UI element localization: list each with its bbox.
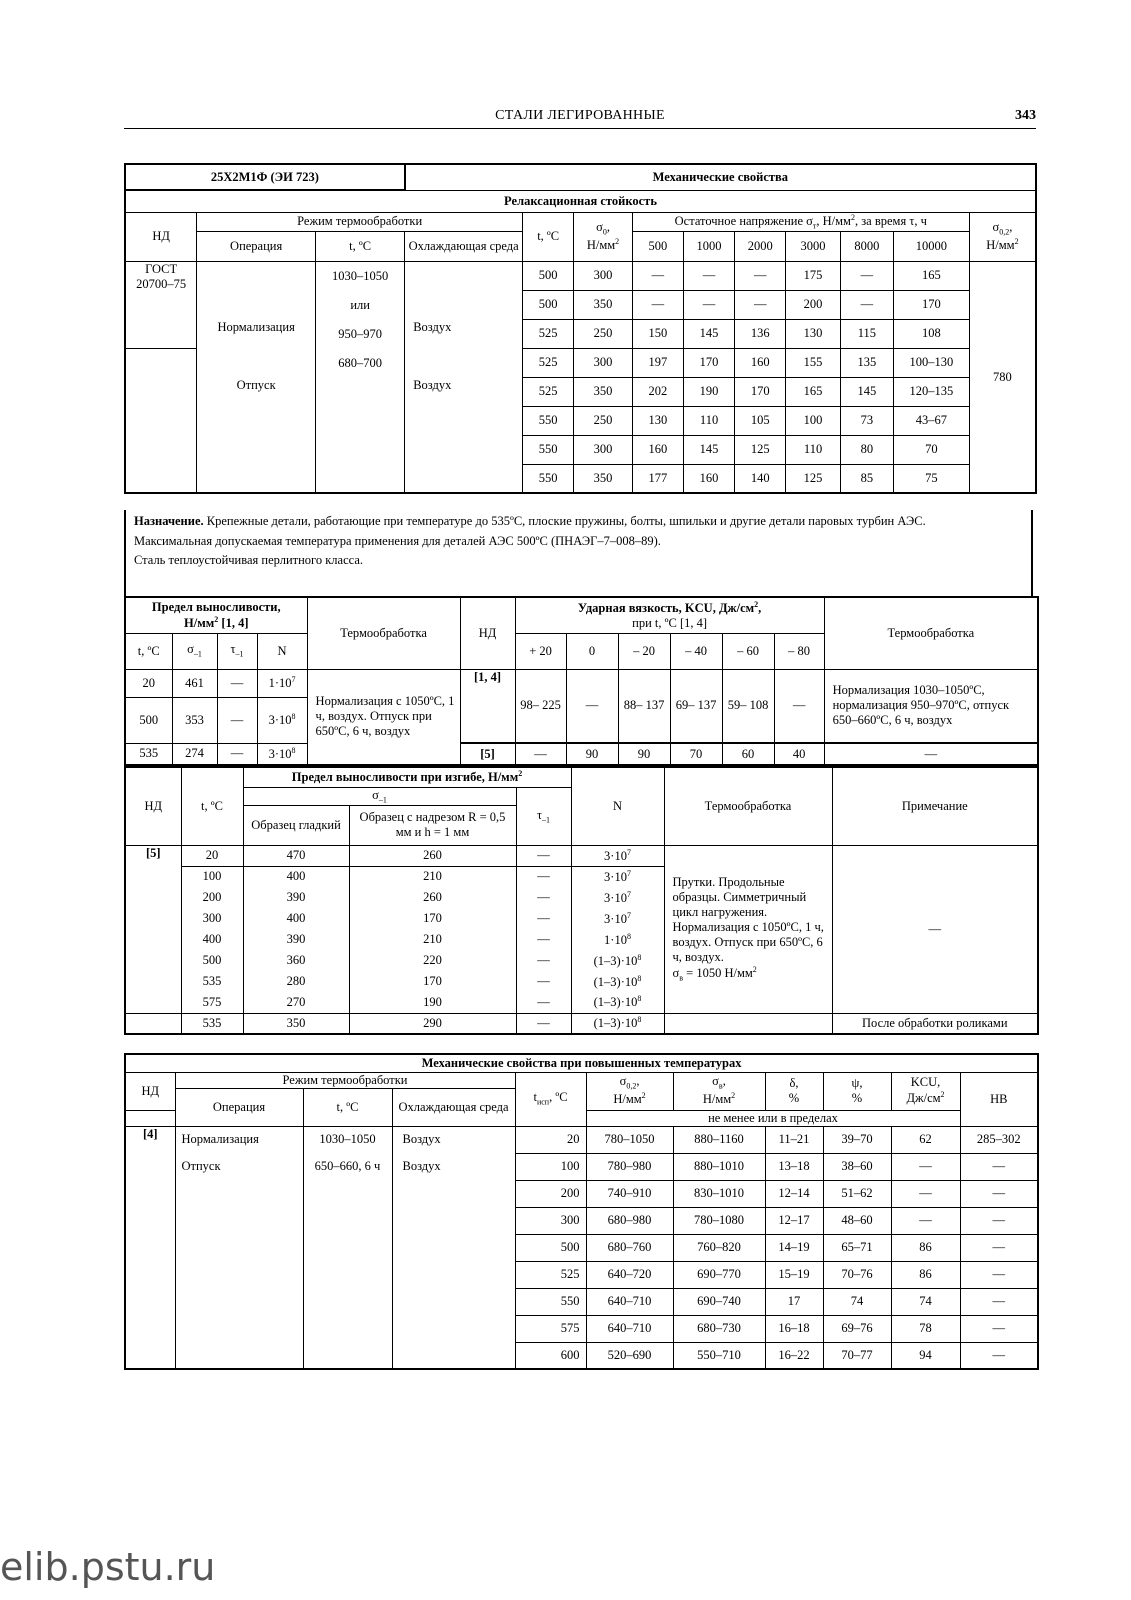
cell: — [516,908,571,929]
cell: 12–17 [765,1207,823,1234]
kcu-title: Ударная вязкость, KCU, $Дж/см^2$, при t, ºС [1, 4] [515,597,824,633]
cell: 525 [523,377,574,406]
psi-header: ψ, % [823,1072,891,1110]
cell: 100 [515,1153,586,1180]
cell: — [516,929,571,950]
cell: 74 [891,1288,960,1315]
cell: 575 [515,1315,586,1342]
operation: Отпуск [175,1153,303,1180]
cell: 69–76 [823,1315,891,1342]
time-col: 500 [632,231,683,261]
tau-col: $\tau_{-1}$ [217,633,257,669]
cell: После обработки роликами [832,1013,1038,1034]
cell: 16–22 [765,1342,823,1369]
nd-ref: [5] [460,743,515,765]
cell: 350 [243,1013,349,1034]
cell: — [960,1207,1038,1234]
cell: 73 [840,406,893,435]
cell: $3\cdot 10^7$ [571,866,664,887]
t-header: t, ºС [181,767,243,845]
cell [125,1013,181,1034]
not-less-header: не менее или в пределах [586,1110,960,1126]
steel-class-paragraph: Сталь теплоустойчивая перлитного класса. [134,553,364,568]
time-col: 3000 [786,231,840,261]
cell: 780–1080 [673,1207,765,1234]
cell: — [515,743,566,765]
tisp-header: $t_{исп}$, ºС [515,1072,586,1126]
cell: 550 [523,406,574,435]
cell: 210 [349,866,516,887]
cell: 165 [786,377,840,406]
cell: 300 [574,261,632,290]
cell: — [683,290,734,319]
cell: — [960,1342,1038,1369]
cell: $1\cdot 10^8$ [571,929,664,950]
purpose-paragraph: Назначение. Крепежные детали, работающие при температуре до 535ºС, плоские пружины, болты, шпильки и другие детали паровых турбин АЭС. [134,514,926,528]
cell: 520–690 [586,1342,673,1369]
cell: 110 [683,406,734,435]
cell: 390 [243,887,349,908]
cell: $(1-3)\cdot 10^8$ [571,950,664,971]
cell: 85 [840,464,893,493]
cell: 220 [349,950,516,971]
cell: 155 [786,348,840,377]
cell: — [683,261,734,290]
cell: 86 [891,1234,960,1261]
cell: 300 [181,908,243,929]
notch-header: Образец с надрезом R = 0,5 мм и h = 1 мм [349,805,516,845]
cell: 690–740 [673,1288,765,1315]
temp-col: – 40 [670,633,722,669]
hb-header: НВ [960,1072,1038,1126]
cell: — [516,845,571,866]
cell: 177 [632,464,683,493]
cell: 535 [181,971,243,992]
cell: 190 [349,992,516,1013]
cell: $(1-3)\cdot 10^8$ [571,992,664,1013]
cell: 350 [574,290,632,319]
fatigue-impact-table [124,596,1039,766]
temp-header: t, ºС [303,1088,392,1126]
cell: 500 [523,261,574,290]
cell: 170 [735,377,786,406]
s02-header: $\sigma_{0,2}$, $Н/мм^2$ [969,212,1036,261]
cell: 680–980 [586,1207,673,1234]
op-header: Операция [197,231,316,261]
cell: 210 [349,929,516,950]
cell: 14–19 [765,1234,823,1261]
cell: 290 [349,1013,516,1034]
page-number: 343 [1015,108,1036,123]
gost-ref: ГОСТ 20700–75 [125,261,197,348]
operation-cell: Нормализация Отпуск [197,261,316,493]
cell: 75 [893,464,969,493]
cell: 550 [523,464,574,493]
cell: 160 [683,464,734,493]
relaxation-table [124,163,1037,494]
cell: 350 [574,464,632,493]
cell: 525 [523,348,574,377]
cell [664,1013,832,1034]
cell: 145 [683,319,734,348]
cell: 140 [735,464,786,493]
cell: 17 [765,1288,823,1315]
time-col: 1000 [683,231,734,261]
cell: 525 [515,1261,586,1288]
cell: 165 [893,261,969,290]
cell: 78 [891,1315,960,1342]
cell: 43–67 [893,406,969,435]
cell: $(1-3)\cdot 10^8$ [571,971,664,992]
cell: 200 [515,1180,586,1207]
cell: 170 [349,971,516,992]
cell: 390 [243,929,349,950]
n-header: N [571,767,664,845]
cell: 175 [786,261,840,290]
cell: 70 [893,435,969,464]
temperature: 1030–1050 [303,1126,392,1153]
cell: 100–130 [893,348,969,377]
cell: 105 [735,406,786,435]
nd-header: НД [125,767,181,845]
cell: 550 [523,435,574,464]
cell: 74 [823,1288,891,1315]
cell: 640–710 [586,1315,673,1342]
cell: 70–76 [823,1261,891,1288]
cell: — [960,1261,1038,1288]
s02-value: 780 [969,261,1036,493]
cell: 200 [181,887,243,908]
cell: 400 [243,908,349,929]
cell: 15–19 [765,1261,823,1288]
cell: 40 [774,743,824,765]
tau-header: $\tau_{-1}$ [516,787,571,845]
page-header [124,108,1036,129]
bending-heat-text: Прутки. Продольные образцы. Симметричный цикл нагружения. Нормализация с 1050ºС, 1 ч, воздух. Отпуск при 650ºС, 6 ч, воздух. $\sigma_в = 1050$ $Н/мм^2$ [664,845,832,1013]
relax-title: Релаксационная стойкость [125,190,1036,212]
cooling-empty [392,1180,515,1369]
cell: 575 [181,992,243,1013]
cell: — [774,669,824,743]
delta-header: δ, % [765,1072,823,1110]
cell: 170 [349,908,516,929]
cell: $(1-3)\cdot 10^8$ [571,1013,664,1034]
cell: 70–77 [823,1342,891,1369]
nd-empty [125,348,197,493]
sigma-header: $\sigma_{-1}$ [243,787,516,805]
cell: 12–14 [765,1180,823,1207]
cell: 20 [515,1126,586,1153]
cell: 285–302 [960,1126,1038,1153]
cell: 135 [840,348,893,377]
cell: 300 [515,1207,586,1234]
cell: — [217,697,257,743]
cell: 250 [574,319,632,348]
n-col: N [257,633,307,669]
cell: 39–70 [823,1126,891,1153]
cell: 640–720 [586,1261,673,1288]
cell: 98– 225 [515,669,566,743]
cell: 500 [125,697,172,743]
smooth-header: Образец гладкий [243,805,349,845]
cell: 525 [523,319,574,348]
temp-cell: 1030–1050 или 950–970 680–700 [316,261,405,493]
cell: 680–730 [673,1315,765,1342]
cell: 780–1050 [586,1126,673,1153]
cell: 202 [632,377,683,406]
nd-header: НД [125,212,197,261]
cell: 62 [891,1126,960,1153]
cell: 130 [786,319,840,348]
s02-header: $\sigma_{0,2}$, $Н/мм^2$ [586,1072,673,1110]
cell: — [891,1153,960,1180]
cell: — [840,261,893,290]
cell: 880–1160 [673,1126,765,1153]
steel-grade: 25Х2М1Ф (ЭИ 723) [125,164,405,190]
time-col: 8000 [840,231,893,261]
cell: 145 [683,435,734,464]
op-header: Операция [175,1088,303,1126]
cell: — [840,290,893,319]
cell: — [566,669,618,743]
cell: — [735,290,786,319]
cell: 353 [172,697,217,743]
kcu-header: KCU, $Дж/см^2$ [891,1072,960,1110]
cell: 780–980 [586,1153,673,1180]
purpose-note [124,510,1033,596]
cell: 88– 137 [618,669,670,743]
cell: 13–18 [765,1153,823,1180]
cell: $3\cdot 10^7$ [571,908,664,929]
cooling-cell: Воздух Воздух [405,261,523,493]
cell: — [960,1288,1038,1315]
cell: 136 [735,319,786,348]
cell: $3\cdot 10^7$ [571,845,664,866]
cell: 461 [172,669,217,697]
cell: 100 [181,866,243,887]
cell: 200 [786,290,840,319]
temp-col: 0 [566,633,618,669]
cell: 48–60 [823,1207,891,1234]
cell: — [960,1234,1038,1261]
fatigue-heat-text: Нормализация с 1050ºС, 1 ч, воздух. Отпуск при 650ºС, 6 ч, воздух [307,669,460,765]
cell: 400 [243,866,349,887]
nd-header: НД [460,597,515,669]
cell: 640–710 [586,1288,673,1315]
cell: $3\cdot 10^7$ [571,887,664,908]
sv-header: $\sigma_в$, $Н/мм^2$ [673,1072,765,1110]
cell: 20 [181,845,243,866]
cell: 94 [891,1342,960,1369]
t-col: t, ºС [125,633,172,669]
cell: 400 [181,929,243,950]
time-col: 2000 [735,231,786,261]
ref: [4] [125,1126,175,1369]
cell: 880–1010 [673,1153,765,1180]
cell: — [516,887,571,908]
cell: 680–760 [586,1234,673,1261]
cell: 11–21 [765,1126,823,1153]
cell: — [516,1013,571,1034]
cell: 360 [243,950,349,971]
nd-header: НД [125,1072,175,1110]
cell: $1\cdot 10^7$ [257,669,307,697]
cell: 125 [735,435,786,464]
temp-header: t, ºС [316,231,405,261]
cell: 59– 108 [722,669,774,743]
elevated-title: Механические свойства при повышенных температурах [125,1054,1038,1072]
cell: — [632,290,683,319]
cell: 90 [618,743,670,765]
cell: 90 [566,743,618,765]
nd-empty [125,1110,175,1126]
operation: Нормализация [175,1126,303,1153]
time-col: 10000 [893,231,969,261]
cell: — [824,743,1038,765]
watermark: elib.pstu.ru [0,1545,216,1589]
cell: 197 [632,348,683,377]
cell: — [217,669,257,697]
cell: 150 [632,319,683,348]
cell: 280 [243,971,349,992]
cell: 190 [683,377,734,406]
cell: 38–60 [823,1153,891,1180]
temp-col: – 80 [774,633,824,669]
running-title: СТАЛИ ЛЕГИРОВАННЫЕ [495,108,665,123]
bending-title: Предел выносливости при изгибе, $Н/мм^2$ [243,767,571,787]
cell: — [632,261,683,290]
cell: 740–910 [586,1180,673,1207]
regime-header: Режим термообработки [197,212,523,231]
cell: 760–820 [673,1234,765,1261]
cell: $3\cdot 10^8$ [257,697,307,743]
residual-header: Остаточное напряжение $\sigma_т$, $Н/мм^2$, за время τ, ч [632,212,969,231]
cell: — [960,1180,1038,1207]
cell: 535 [125,743,172,765]
cell: 550 [515,1288,586,1315]
cell: 70 [670,743,722,765]
heat-header: Термообработка [664,767,832,845]
cell: 550–710 [673,1342,765,1369]
cell: 115 [840,319,893,348]
cell: 60 [722,743,774,765]
cell: — [217,743,257,765]
cell: 145 [840,377,893,406]
mech-props-title: Механические свойства [405,164,1036,190]
temp-col: – 60 [722,633,774,669]
cell: 100 [786,406,840,435]
regime-header: Режим термообработки [175,1072,515,1088]
cell: — [735,261,786,290]
remark-header: Примечание [832,767,1038,845]
fatigue-title: Предел выносливости, $Н/мм^2$ [1, 4] [125,597,307,633]
sigma-col: $\sigma_{-1}$ [172,633,217,669]
cell: 160 [735,348,786,377]
cell: 500 [523,290,574,319]
cell: — [516,992,571,1013]
cell: 535 [181,1013,243,1034]
heat2-header: Термообработка [824,597,1038,669]
remark-value: — [832,845,1038,1013]
cell: 300 [574,435,632,464]
cell: 110 [786,435,840,464]
cell: 108 [893,319,969,348]
cool-header: Охлаждающая среда [405,231,523,261]
cell: — [960,1153,1038,1180]
cooling: Воздух [392,1153,515,1180]
cell: 274 [172,743,217,765]
temperature: 650–660, 6 ч [303,1153,392,1180]
elevated-temp-table [124,1053,1039,1370]
max-temp-paragraph: Максимальная допускаемая температура применения для деталей АЭС 500ºС (ПНАЭГ–7–008–89). [134,533,661,548]
cell: 125 [786,464,840,493]
cell: — [516,971,571,992]
cell: 80 [840,435,893,464]
cell: 260 [349,887,516,908]
cell: 170 [893,290,969,319]
cell: 170 [683,348,734,377]
cooling: Воздух [392,1126,515,1153]
cell: — [891,1180,960,1207]
cell: 600 [515,1342,586,1369]
cell: — [891,1207,960,1234]
cell: 260 [349,845,516,866]
ref: [5] [125,845,181,1013]
t-header: t, ºС [523,212,574,261]
temperature-empty [303,1180,392,1369]
cell: 300 [574,348,632,377]
cell: 250 [574,406,632,435]
cell: 69– 137 [670,669,722,743]
temp-col: + 20 [515,633,566,669]
cell: 20 [125,669,172,697]
cell: 65–71 [823,1234,891,1261]
kcu-heat-text: Нормализация 1030–1050ºС, нормализация 950–970ºС, отпуск 650–660ºС, 6 ч, воздух [824,669,1038,743]
cell: 350 [574,377,632,406]
temp-col: – 20 [618,633,670,669]
cell: 500 [515,1234,586,1261]
cell: 270 [243,992,349,1013]
cell: 86 [891,1261,960,1288]
cell: 690–770 [673,1261,765,1288]
s0-header: $\sigma_0$, $Н/мм^2$ [574,212,632,261]
cell: 130 [632,406,683,435]
operation-empty [175,1180,303,1369]
cell: 51–62 [823,1180,891,1207]
nd-ref: [1, 4] [460,669,515,743]
cell: 500 [181,950,243,971]
cell: $3\cdot 10^8$ [257,743,307,765]
cell: 160 [632,435,683,464]
heat-header: Термообработка [307,597,460,669]
cell: 16–18 [765,1315,823,1342]
bending-fatigue-table [124,766,1039,1035]
cell: 470 [243,845,349,866]
cell: 120–135 [893,377,969,406]
cool-header: Охлаждающая среда [392,1088,515,1126]
cell: — [516,866,571,887]
cell: — [960,1315,1038,1342]
cell: — [516,950,571,971]
cell: 830–1010 [673,1180,765,1207]
